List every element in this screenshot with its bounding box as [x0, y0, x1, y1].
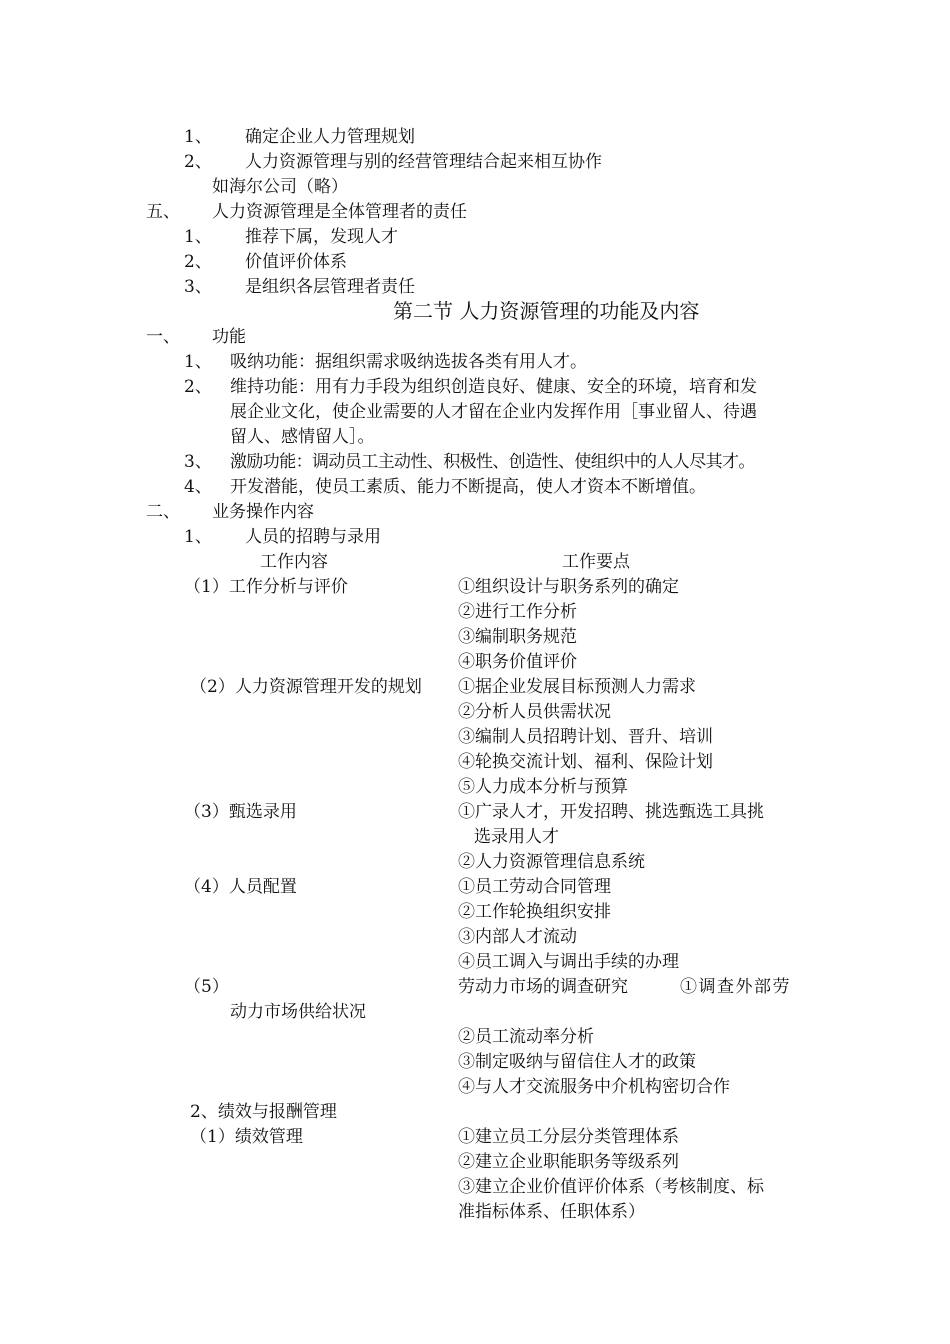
item-text: 推荐下属，发现人才 [245, 227, 398, 247]
work-point: ②人力资源管理信息系统 [458, 852, 645, 872]
work-content-inline: 劳动力市场的调查研究 [458, 977, 628, 997]
item-text: 人员的招聘与录用 [245, 527, 381, 547]
item-text: 吸纳功能：据组织需求吸纳选拔各类有用人才。 [230, 352, 587, 372]
work-content: （5） [184, 977, 229, 997]
item-number: 1、 [184, 227, 212, 247]
work-point: ②员工流动率分析 [458, 1027, 594, 1047]
item-number: 2、 [184, 252, 212, 272]
work-point: ③内部人才流动 [458, 927, 577, 947]
work-point: ④与人才交流服务中介机构密切合作 [458, 1077, 730, 1097]
item-text-continued: 留人、感情留人］。 [230, 427, 375, 447]
item-text: 确定企业人力管理规划 [245, 127, 415, 147]
item-number: 2、 [184, 377, 212, 397]
work-point-continued: 选录用人才 [474, 827, 559, 847]
work-content: （3）甄选录用 [184, 802, 297, 822]
work-content: （2）人力资源管理开发的规划 [190, 677, 422, 697]
work-point: ③编制职务规范 [458, 627, 577, 647]
item-text: 开发潜能，使员工素质、能力不断提高，使人才资本不断增值。 [230, 477, 706, 497]
work-point: ②分析人员供需状况 [458, 702, 611, 722]
heading-number: 二、 [146, 502, 180, 522]
work-point: ④员工调入与调出手续的办理 [458, 952, 679, 972]
work-content: （4）人员配置 [184, 877, 297, 897]
work-point: ①员工劳动合同管理 [458, 877, 611, 897]
item-number: 1、 [184, 127, 212, 147]
item-number: 3、 [184, 277, 212, 297]
work-point: ①调查外部劳 [680, 977, 791, 997]
work-point: ⑤人力成本分析与预算 [458, 777, 628, 797]
work-point: ②进行工作分析 [458, 602, 577, 622]
work-point-continued: 动力市场供给状况 [230, 1002, 366, 1022]
heading-number: 一、 [146, 327, 180, 347]
heading-text: 人力资源管理是全体管理者的责任 [212, 202, 467, 222]
item-text: 价值评价体系 [245, 252, 347, 272]
work-point: ③建立企业价值评价体系（考核制度、标 [458, 1177, 764, 1197]
heading-text: 业务操作内容 [212, 502, 314, 522]
column-header-left: 工作内容 [260, 552, 328, 572]
work-point: ①据企业发展目标预测人力需求 [458, 677, 696, 697]
item-text: 是组织各层管理者责任 [245, 277, 415, 297]
item-text-continued: 展企业文化，使企业需要的人才留在企业内发挥作用［事业留人、待遇 [230, 402, 757, 422]
paragraph-line: 如海尔公司（略） [212, 177, 348, 197]
item-text: 人力资源管理与别的经营管理结合起来相互协作 [245, 152, 602, 172]
item-text: 维持功能：用有力手段为组织创造良好、健康、安全的环境，培育和发 [230, 377, 757, 397]
work-point-continued: 准指标体系、任职体系） [458, 1202, 645, 1222]
item-text: 激励功能：调动员工主动性、积极性、创造性、使组织中的人人尽其才。 [230, 452, 755, 472]
work-point: ④轮换交流计划、福利、保险计划 [458, 752, 713, 772]
heading-text: 功能 [212, 327, 246, 347]
item-number: 3、 [184, 452, 212, 472]
work-content: （1）工作分析与评价 [184, 577, 348, 597]
item-number: 2、 [184, 152, 212, 172]
work-point: ①组织设计与职务系列的确定 [458, 577, 679, 597]
column-header-right: 工作要点 [562, 552, 630, 572]
work-point: ①建立员工分层分类管理体系 [458, 1127, 679, 1147]
work-content: （1）绩效管理 [190, 1127, 303, 1147]
item-number: 1、 [184, 527, 212, 547]
heading-number: 五、 [146, 202, 180, 222]
section-heading: 第二节 人力资源管理的功能及内容 [393, 299, 700, 323]
work-point: ②工作轮换组织安排 [458, 902, 611, 922]
subsection-heading: 2、绩效与报酬管理 [190, 1102, 337, 1122]
work-point: ③编制人员招聘计划、晋升、培训 [458, 727, 713, 747]
item-number: 1、 [184, 352, 212, 372]
work-point: ②建立企业职能职务等级系列 [458, 1152, 679, 1172]
item-number: 4、 [184, 477, 212, 497]
work-point: ①广录人才，开发招聘、挑选甄选工具挑 [458, 802, 764, 822]
work-point: ④职务价值评价 [458, 652, 577, 672]
work-point: ③制定吸纳与留信住人才的政策 [458, 1052, 696, 1072]
